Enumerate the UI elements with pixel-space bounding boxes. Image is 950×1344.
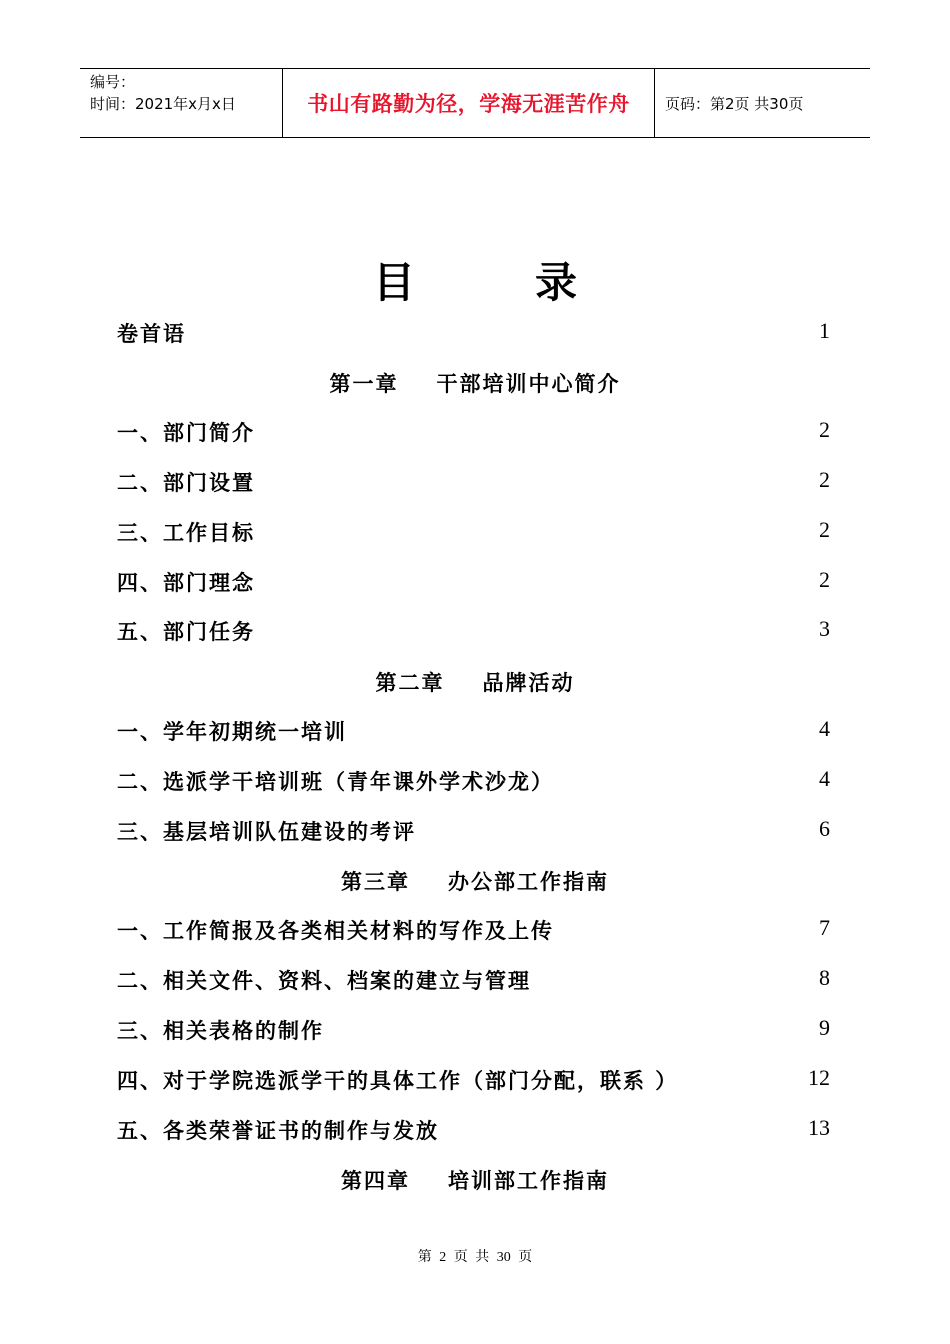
toc-entry-page: 12 bbox=[808, 1065, 830, 1090]
toc-entry-label: 四、部门理念 bbox=[117, 570, 255, 595]
toc-entry-label: 一、工作简报及各类相关材料的写作及上传 bbox=[117, 918, 554, 943]
toc-chapter-2[interactable] bbox=[0, 667, 950, 701]
toc-entry-label: 二、相关文件、资料、档案的建立与管理 bbox=[117, 968, 531, 993]
toc-entry-label: 三、工作目标 bbox=[117, 520, 255, 545]
toc-entry-label: 一、学年初期统一培训 bbox=[117, 719, 347, 744]
toc-entry-page: 9 bbox=[819, 1015, 830, 1040]
toc-entry-label: 卷首语 bbox=[117, 321, 186, 346]
toc-entry-page: 2 bbox=[819, 567, 830, 592]
toc-entry-page: 13 bbox=[808, 1115, 830, 1140]
toc-entry[interactable] bbox=[117, 417, 830, 451]
toc-entry[interactable] bbox=[117, 467, 830, 501]
document-number: 编号： bbox=[90, 73, 136, 91]
toc-entry-page: 7 bbox=[819, 915, 830, 940]
toc-entry[interactable] bbox=[117, 816, 830, 850]
chapter-title: 培训部工作指南 bbox=[448, 1168, 609, 1193]
header-meta bbox=[80, 69, 282, 137]
toc-chapter-3[interactable] bbox=[0, 866, 950, 900]
toc-entry[interactable] bbox=[117, 965, 830, 999]
toc-chapter-1[interactable] bbox=[0, 368, 950, 402]
toc-entry[interactable] bbox=[117, 766, 830, 800]
header-motto: 书山有路勤为径，学海无涯苦作舟 bbox=[307, 92, 630, 116]
toc-entry-page: 2 bbox=[819, 467, 830, 492]
chapter-number: 第四章 bbox=[341, 1168, 410, 1193]
toc-entry-label: 二、部门设置 bbox=[117, 470, 255, 495]
toc-title: 目录 bbox=[372, 258, 697, 307]
toc-chapter-4[interactable] bbox=[0, 1165, 950, 1199]
toc-entry[interactable] bbox=[117, 915, 830, 949]
chapter-title: 办公部工作指南 bbox=[448, 869, 609, 894]
chapter-title: 干部培训中心简介 bbox=[436, 371, 621, 396]
toc-entry-page: 8 bbox=[819, 965, 830, 990]
toc-entry-label: 五、各类荣誉证书的制作与发放 bbox=[117, 1118, 439, 1143]
toc-entry[interactable] bbox=[117, 1065, 830, 1099]
toc-entry-page: 3 bbox=[819, 616, 830, 641]
toc-entry[interactable] bbox=[117, 1015, 830, 1049]
page-footer: 第 2 页 共 30 页 bbox=[417, 1250, 533, 1265]
toc-entry-label: 五、部门任务 bbox=[117, 619, 255, 644]
toc-entry[interactable] bbox=[117, 1115, 830, 1149]
header-motto-cell bbox=[282, 69, 655, 137]
toc-entry-label: 三、基层培训队伍建设的考评 bbox=[117, 819, 416, 844]
chapter-number: 第二章 bbox=[375, 670, 445, 695]
toc-entry[interactable] bbox=[117, 716, 830, 750]
toc-entry-label: 一、部门简介 bbox=[117, 420, 255, 445]
toc-entry-label: 二、选派学干培训班（青年课外学术沙龙） bbox=[117, 769, 554, 794]
document-date: 时间：2021年x月x日 bbox=[90, 95, 236, 113]
toc-entry[interactable] bbox=[117, 517, 830, 551]
toc-entry-label: 四、对于学院选派学干的具体工作（部门分配，联系 ） bbox=[117, 1068, 679, 1093]
toc-entry-page: 6 bbox=[819, 816, 830, 841]
page-header bbox=[80, 68, 870, 138]
chapter-number: 第一章 bbox=[329, 371, 399, 396]
toc-entry[interactable] bbox=[117, 567, 830, 601]
toc-entry-page: 1 bbox=[819, 318, 830, 343]
toc-entry-page: 4 bbox=[819, 766, 830, 791]
toc-entry[interactable] bbox=[117, 616, 830, 650]
toc-entry-page: 2 bbox=[819, 417, 830, 442]
chapter-number: 第三章 bbox=[341, 869, 410, 894]
header-page-info: 页码：第2页 共30页 bbox=[665, 94, 804, 113]
toc-entry-label: 三、相关表格的制作 bbox=[117, 1018, 324, 1043]
toc-entry-page: 2 bbox=[819, 517, 830, 542]
chapter-title: 品牌活动 bbox=[482, 670, 575, 695]
toc-entry-page: 4 bbox=[819, 716, 830, 741]
toc-entry-preface[interactable] bbox=[117, 318, 830, 352]
